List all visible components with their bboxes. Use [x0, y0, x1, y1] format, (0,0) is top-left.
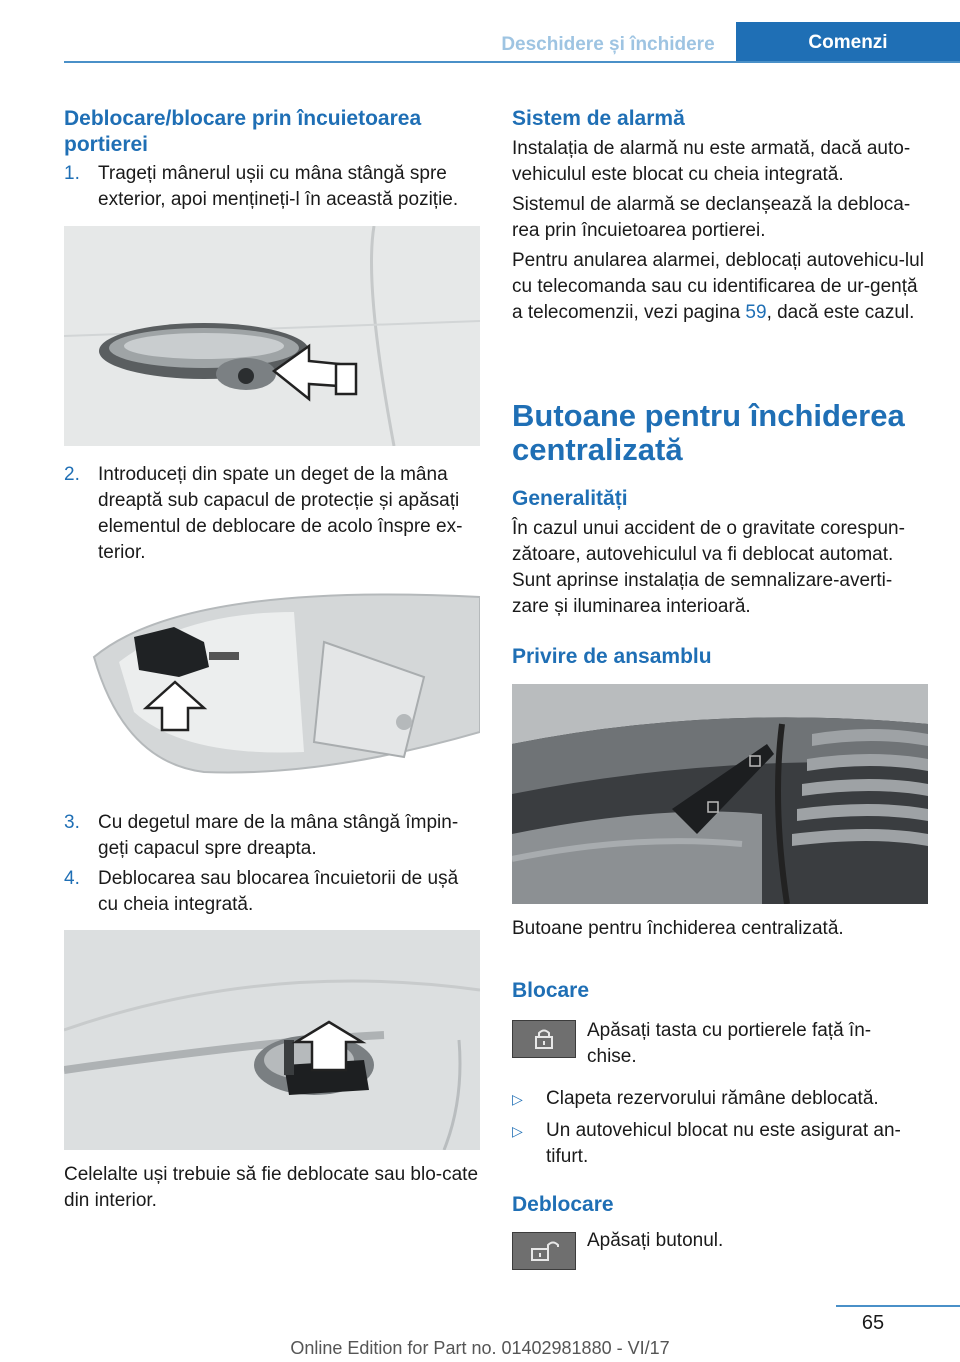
buttons-main-heading: Butoane pentru închiderea centralizată: [512, 398, 905, 467]
alarm-paragraph-3-text: Pentru anularea alarmei, deblocați autovehicu-lul cu telecomanda sau cu identificarea de ur-gență a telecomenzii, vezi pagina: [512, 250, 924, 323]
lock-bullet-1: [512, 1086, 928, 1116]
header-chapter-tab: Comenzi: [736, 22, 960, 63]
alarm-paragraph-3: [512, 248, 928, 326]
alarm-paragraph-1: Instalația de alarmă nu este armată, dacă auto-vehiculul este blocat cu cheia integrată.: [512, 138, 911, 185]
left-column: [64, 106, 480, 1256]
edition-note: Online Edition for Part no. 01402981880 - VI/17: [290, 1338, 670, 1358]
unlock-button-icon: [512, 1232, 576, 1270]
alarm-paragraph-3-tail: , dacă este cazul.: [766, 302, 915, 323]
key-lock-cylinder-photo: [64, 930, 480, 1150]
overview-caption: Butoane pentru închiderea centralizată.: [512, 918, 844, 939]
step-4: [64, 866, 480, 918]
step-number: 1.: [64, 163, 80, 184]
step-text: Deblocarea sau blocarea încuietorii de ușă cu cheia integrată.: [98, 868, 459, 915]
step-text: Trageți mânerul ușii cu mâna stângă spre exterior, apoi mențineți-l în această poziție.: [98, 163, 459, 210]
step-2: [64, 462, 480, 566]
step-number: 3.: [64, 812, 80, 833]
lock-description: Apăsați tasta cu portierele față în-chise.: [587, 1020, 872, 1067]
triangle-right-icon: ▷: [512, 1091, 523, 1107]
unlock-heading: Deblocare: [512, 1193, 614, 1216]
general-paragraph: În cazul unui accident de o gravitate corespun-zătoare, autovehiculul va fi deblocat automat. Sunt aprinse instalația de semnalizare-averti-zare și iluminarea interioară.: [512, 518, 905, 617]
step-text: Introduceți din spate un deget de la mâna dreaptă sub capacul de protecție și apăsați elementul de deblocare de acolo înspre ex-terior.: [98, 464, 463, 563]
door-handle-pull-photo: [64, 226, 480, 446]
section-heading-lock-cylinder: Deblocare/blocare prin încuietoarea portierei: [64, 107, 422, 156]
lock-button-icon: [512, 1020, 576, 1058]
unlock-description: Apăsați butonul.: [587, 1230, 724, 1251]
step-number: 4.: [64, 868, 80, 889]
protective-cap-photo: [64, 582, 480, 802]
closing-note: Celelalte uși trebuie să fie deblocate sau blo-cate din interior.: [64, 1164, 479, 1211]
step-text: Cu degetul mare de la mâna stângă împin-geți capacul spre dreapta.: [98, 812, 459, 859]
alarm-heading: Sistem de alarmă: [512, 107, 685, 130]
footer-rule: [836, 1305, 960, 1307]
triangle-right-icon: ▷: [512, 1123, 523, 1139]
page-number: 65: [861, 1312, 885, 1334]
bullet-text: Clapeta rezervorului rămâne deblocată.: [546, 1088, 879, 1109]
step-1: [64, 161, 480, 213]
general-heading: Generalități: [512, 487, 628, 510]
bullet-text: Un autovehicul blocat nu este asigurat an-tifurt.: [546, 1120, 901, 1167]
right-column: [512, 106, 928, 1276]
page-link-59[interactable]: 59: [745, 302, 767, 323]
lock-bullet-2: [512, 1118, 928, 1172]
lock-heading: Blocare: [512, 979, 590, 1002]
central-locking-buttons-photo: [512, 684, 928, 904]
step-number: 2.: [64, 464, 80, 485]
lock-icon: [513, 1021, 575, 1057]
header-section-title: Deschidere și închidere: [501, 34, 715, 55]
overview-heading: Privire de ansamblu: [512, 645, 712, 668]
header-rule: [64, 61, 960, 63]
alarm-paragraph-2: Sistemul de alarmă se declanșează la debloca-rea prin încuietoarea portierei.: [512, 194, 911, 241]
unlock-icon: [513, 1233, 575, 1269]
step-3: [64, 810, 480, 862]
